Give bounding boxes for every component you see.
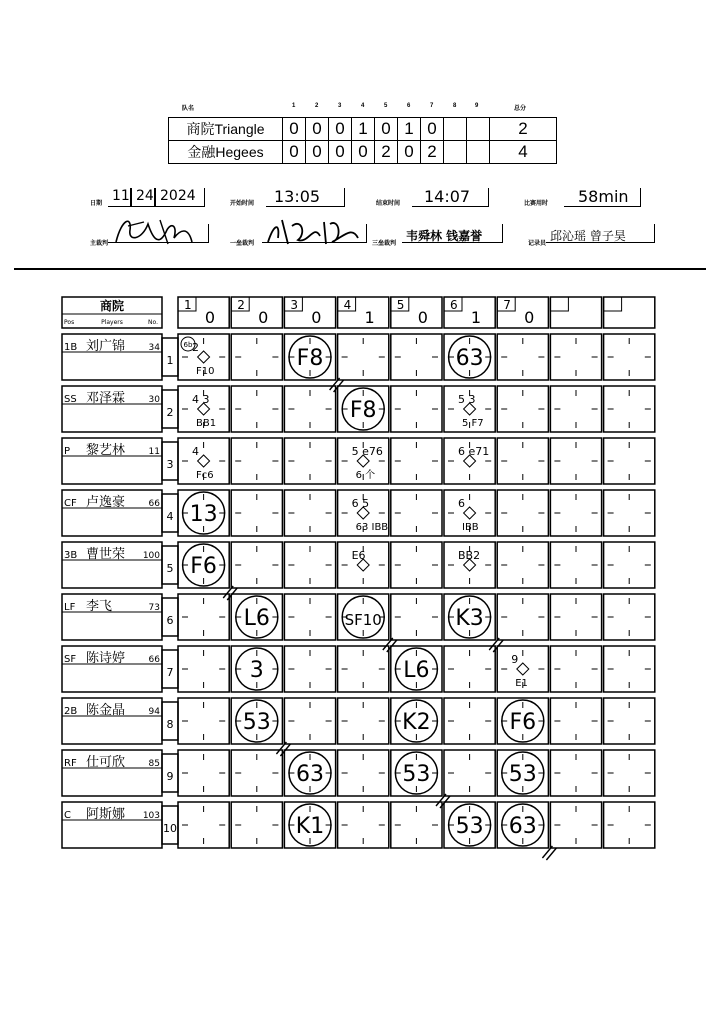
player-name: 刘广锦 (86, 339, 126, 354)
player-name: 阿斯娜 (86, 807, 126, 822)
inning-label-2: 2 (315, 103, 319, 109)
play-result: 53 (402, 762, 431, 787)
player-number: 30 (148, 395, 160, 405)
team-name: 商院 (99, 299, 125, 313)
team-label: 队名 (182, 106, 195, 112)
batting-order: 4 (166, 510, 174, 523)
inning-label-4: 4 (361, 103, 365, 109)
player-name: 邓泽霖 (86, 391, 126, 406)
player-position: CF (64, 498, 77, 509)
inning-label-3: 3 (338, 103, 342, 109)
player-name: 黎艺林 (86, 443, 126, 458)
inning-number: 4 (343, 298, 352, 312)
play-result: F6 (190, 554, 217, 579)
play-result: F8 (349, 398, 377, 423)
play-note-top: E6 (351, 549, 366, 562)
inning-end-mark (546, 848, 556, 860)
batting-order: 3 (166, 458, 174, 471)
player-name: 李飞 (86, 599, 113, 614)
player-number: 66 (148, 499, 160, 509)
play-note-top: 9 (511, 653, 519, 666)
play-note-small: 6b (183, 341, 193, 349)
batting-order: 9 (166, 770, 174, 783)
base-diamond (464, 507, 476, 519)
inning-label-1: 1 (292, 103, 296, 109)
scorer-label: 记录员 (528, 240, 547, 247)
no-label: No. (148, 319, 158, 326)
inning-number: 1 (184, 298, 192, 312)
play-result: SF10 (344, 611, 382, 629)
inning-runs-total: 1 (470, 308, 482, 327)
base3-umpire-field: 韦舜林 钱嘉誉 (402, 224, 503, 243)
inning-runs-total: 0 (204, 308, 216, 327)
inning-number: 5 (396, 298, 405, 312)
team-total: 2 (490, 118, 557, 141)
player-name: 仕可欣 (86, 755, 126, 770)
play-result: 53 (242, 710, 271, 735)
player-number: 100 (142, 551, 160, 561)
inning-runs-total: 0 (258, 308, 269, 327)
play-note-bottom: Fc6 (196, 470, 214, 481)
player-number: 11 (148, 447, 160, 457)
play-note-top: 6 5 (351, 497, 370, 510)
date-field: 11 24 2024 (108, 188, 205, 207)
batting-order: 6 (166, 614, 174, 627)
play-result: 53 (455, 814, 484, 839)
inning-number-box (604, 297, 622, 311)
player-position: LF (64, 602, 76, 613)
end-time-field: 14:07 (412, 188, 489, 207)
batting-order: 2 (166, 406, 174, 419)
base-diamond (198, 351, 210, 363)
play-result: K2 (402, 710, 431, 735)
inning-runs: 0 (329, 118, 352, 141)
scorer-field: 邱沁瑶 曾子昊 (546, 224, 655, 243)
inning-runs: 2 (375, 141, 398, 164)
play-result: 63 (296, 762, 324, 787)
player-position: 3B (64, 550, 78, 561)
inning-number: 3 (290, 298, 299, 312)
player-number: 103 (142, 811, 160, 821)
base-diamond (517, 663, 529, 675)
inning-runs: 0 (421, 118, 444, 141)
inning-number-box (550, 297, 568, 311)
play-note-bottom: F10 (196, 366, 215, 377)
inning-label-8: 8 (453, 103, 457, 109)
umpire-label: 主裁判 (90, 240, 109, 247)
start-time-field: 13:05 (266, 188, 345, 207)
inning-runs: 0 (306, 141, 329, 164)
play-note-top: 4 3 (192, 393, 210, 406)
inning-runs: 0 (329, 141, 352, 164)
inning-runs: 0 (375, 118, 398, 141)
team-total: 4 (490, 141, 557, 164)
inning-runs: 0 (398, 141, 421, 164)
player-number: 85 (148, 759, 160, 769)
play-result: 13 (189, 502, 218, 527)
batting-order: 7 (166, 666, 174, 679)
player-position: C (64, 810, 71, 821)
play-note-top: BB2 (458, 549, 481, 562)
batting-order: 1 (166, 354, 174, 367)
date-label: 日期 (90, 200, 103, 207)
player-name: 陈诗婷 (86, 651, 126, 666)
inning-label-7: 7 (430, 103, 434, 109)
inning-header-cell (550, 297, 601, 328)
player-number: 66 (148, 655, 160, 665)
play-note-bottom: E1 (515, 678, 528, 689)
player-number: 73 (148, 603, 160, 613)
batting-order: 8 (166, 718, 174, 731)
play-result: F6 (509, 710, 537, 735)
inning-runs-total: 0 (311, 308, 322, 327)
inning-runs: 2 (421, 141, 444, 164)
inning-header-cell (604, 297, 655, 328)
play-note-top: 6 e71 (458, 445, 490, 458)
inning-runs: 0 (283, 141, 306, 164)
player-number: 94 (148, 707, 160, 717)
duration-field: 58min (564, 188, 641, 207)
play-note-bottom: 63 IBB (355, 522, 389, 533)
inning-label-5: 5 (384, 103, 388, 109)
player-position: 2B (64, 706, 78, 717)
player-name: 卢逸豪 (86, 495, 126, 510)
start-time-label: 开始时间 (230, 200, 255, 207)
player-name: 陈金晶 (86, 703, 126, 718)
inning-label-9: 9 (475, 103, 479, 109)
player-position: P (64, 446, 71, 457)
inning-runs: 1 (352, 118, 375, 141)
play-result: K1 (295, 814, 325, 839)
play-note-top: 2 (192, 341, 199, 354)
player-name: 曹世荣 (86, 547, 126, 562)
play-note-bottom: 6 个 (355, 470, 376, 481)
inning-runs: 0 (306, 118, 329, 141)
play-note-bottom: 5 F7 (462, 418, 484, 429)
end-time-label: 结束时间 (376, 200, 401, 207)
players-label: Players (101, 319, 123, 326)
play-result: 63 (508, 814, 537, 839)
inning-runs-total: 1 (364, 308, 375, 327)
player-position: SS (64, 394, 77, 405)
base3-umpire-label: 三垒裁判 (372, 240, 397, 247)
play-note-top: 6 (458, 497, 465, 510)
duration-label: 比赛用时 (524, 200, 549, 207)
inning-label-6: 6 (407, 103, 411, 109)
base1-umpire-label: 一垒裁判 (230, 240, 255, 247)
play-result: L6 (403, 658, 430, 683)
total-label: 总分 (514, 106, 527, 112)
inning-runs: 0 (283, 118, 306, 141)
play-note-top: 4 (192, 445, 199, 458)
player-position: 1B (64, 342, 78, 353)
play-note-bottom: IBB (462, 522, 479, 533)
inning-runs: 1 (398, 118, 421, 141)
inning-number: 6 (450, 298, 458, 312)
play-result: 63 (455, 346, 484, 371)
player-position: RF (64, 758, 77, 769)
base-diamond (198, 455, 210, 467)
play-result: 53 (508, 762, 537, 787)
player-position: SF (64, 654, 77, 665)
batting-order: 5 (166, 562, 174, 575)
play-result: 3 (249, 658, 264, 683)
play-result: F8 (296, 346, 324, 371)
inning-runs-total: 0 (524, 308, 535, 327)
play-result: K3 (455, 606, 484, 631)
play-result: L6 (243, 606, 270, 631)
inning-runs: 0 (352, 141, 375, 164)
inning-runs-total: 0 (417, 308, 428, 327)
play-note-bottom: BB1 (196, 418, 217, 429)
team-name: 金融Hegees (169, 141, 283, 164)
inning-number: 2 (237, 298, 245, 312)
player-number: 34 (148, 343, 160, 353)
play-note-top: 5 e76 (351, 445, 383, 458)
batting-order: 10 (163, 822, 177, 835)
play-note-top: 5 3 (458, 393, 476, 406)
inning-number: 7 (503, 298, 511, 312)
team-name: 商院Triangle (169, 118, 283, 141)
pos-label: Pos (64, 319, 75, 326)
